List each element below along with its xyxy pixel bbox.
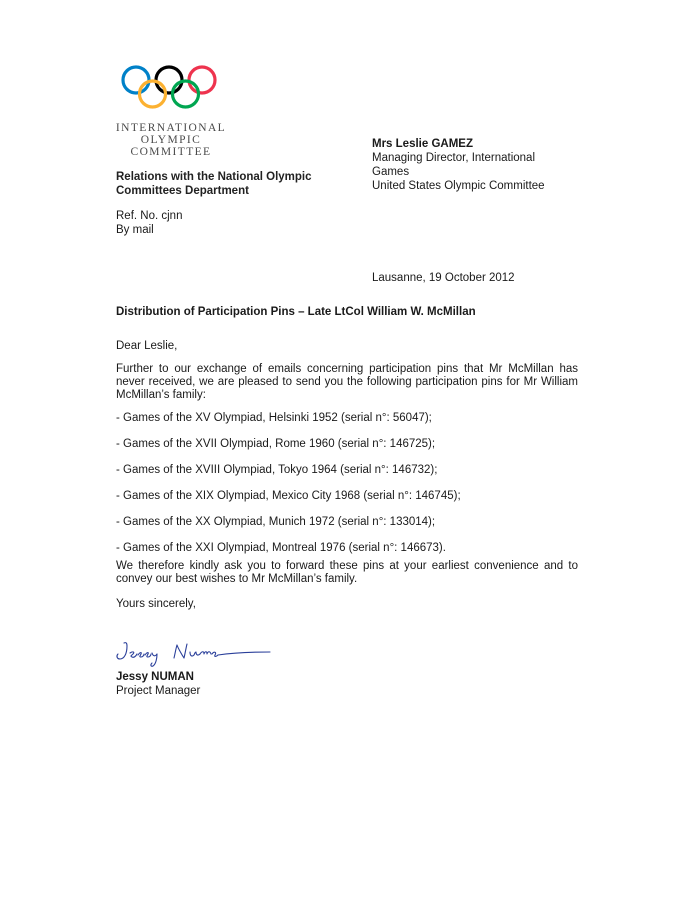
green-ring <box>173 81 199 107</box>
yellow-ring <box>140 81 166 107</box>
org-line-2: OLYMPIC <box>140 134 202 146</box>
complimentary-close: Yours sincerely, <box>116 598 196 610</box>
department-line-1: Relations with the National Olympic <box>116 171 312 183</box>
list-item: - Games of the XIX Olympiad, Mexico City 1968 (serial n°: 146745); <box>116 490 461 502</box>
list-item: - Games of the XVII Olympiad, Rome 1960 (serial n°: 146725); <box>116 438 436 450</box>
blue-ring <box>123 67 149 93</box>
olympic-rings-logo <box>119 63 221 111</box>
org-line-1: INTERNATIONAL <box>115 122 227 134</box>
recipient-address <box>372 137 552 193</box>
signer-name: Jessy NUMAN <box>116 671 194 683</box>
signer-block <box>116 670 200 698</box>
red-ring <box>189 67 215 93</box>
recipient-title-line-1: Managing Director, International <box>372 152 536 164</box>
reference-number: Ref. No. cjnn <box>116 210 183 222</box>
delivery-method: By mail <box>116 224 154 236</box>
black-ring <box>156 67 182 93</box>
department-line-2: Committees Department <box>116 185 249 197</box>
recipient-title-line-2: Games <box>372 166 410 178</box>
department-name <box>116 170 326 198</box>
list-item: - Games of the XX Olympiad, Munich 1972 (serial n°: 133014); <box>116 516 436 528</box>
signer-title: Project Manager <box>116 685 201 697</box>
salutation: Dear Leslie, <box>116 340 178 352</box>
intro-paragraph: Further to our exchange of emails concerning participation pins that Mr McMillan has never received, we are pleased to send you the following participation pins for Mr William McMillan’s family: <box>116 363 578 401</box>
recipient-organization: United States Olympic Committee <box>372 180 545 192</box>
reference-block <box>116 209 182 237</box>
handwritten-signature <box>112 634 272 670</box>
ioc-wordmark <box>112 122 230 158</box>
letter-subject: Distribution of Participation Pins – Late LtCol William W. McMillan <box>116 306 476 318</box>
list-item: - Games of the XV Olympiad, Helsinki 1952 (serial n°: 56047); <box>116 412 432 424</box>
org-line-3: COMMITTEE <box>130 146 212 158</box>
list-item: - Games of the XXI Olympiad, Montreal 1976 (serial n°: 146673). <box>116 542 446 554</box>
pins-list <box>116 412 461 568</box>
letter-date: Lausanne, 19 October 2012 <box>372 272 515 284</box>
closing-paragraph: We therefore kindly ask you to forward these pins at your earliest convenience and to convey our best wishes to Mr McMillan’s family. <box>116 560 578 585</box>
list-item: - Games of the XVIII Olympiad, Tokyo 1964 (serial n°: 146732); <box>116 464 438 476</box>
recipient-name: Mrs Leslie GAMEZ <box>372 138 473 150</box>
